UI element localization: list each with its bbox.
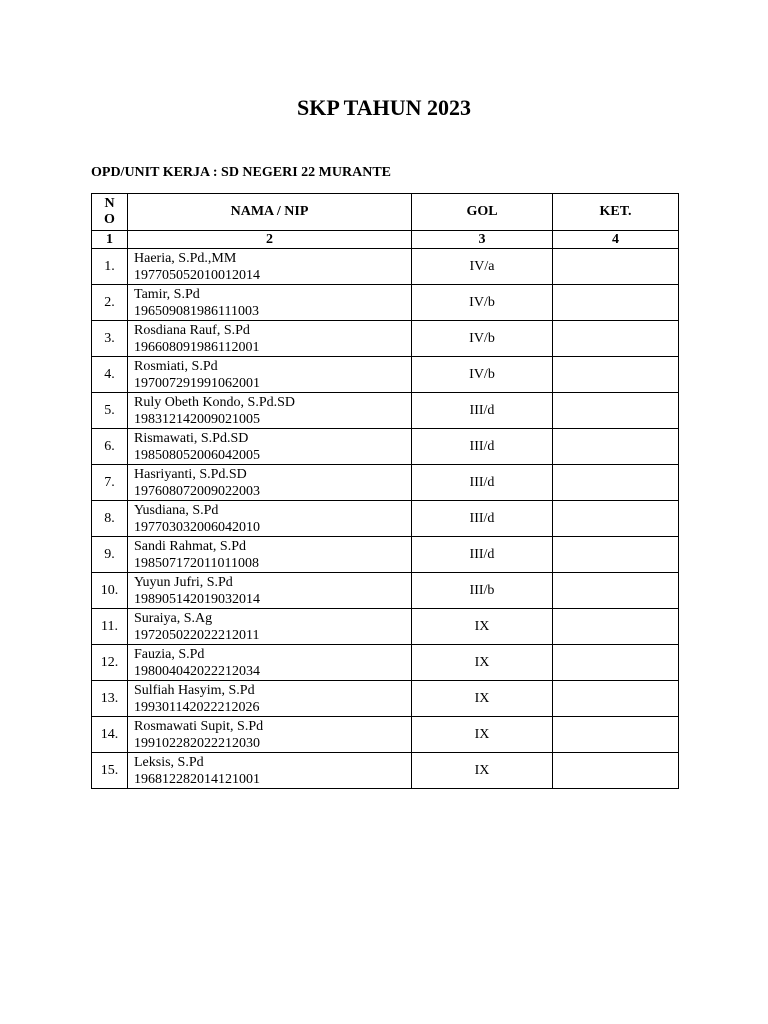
name-nip-cell	[128, 753, 412, 789]
table-row	[92, 321, 679, 357]
table-row	[92, 645, 679, 681]
remarks-cell	[553, 645, 679, 681]
name-nip-cell	[128, 681, 412, 717]
employee-nip: 196608091986112001	[134, 339, 260, 355]
row-number: 4.	[92, 357, 128, 393]
employee-nip: 199301142022212026	[134, 699, 260, 715]
employee-name: Fauzia, S.Pd	[134, 646, 205, 662]
unit-label: OPD/UNIT KERJA : SD NEGERI 22 MURANTE	[91, 165, 391, 180]
employee-nip: 197205022022212011	[134, 627, 260, 643]
name-nip-cell	[128, 393, 412, 429]
header-no-line1: N	[104, 196, 115, 211]
employee-name: Haeria, S.Pd.,MM	[134, 250, 237, 266]
column-number-row	[92, 231, 679, 249]
remarks-cell	[553, 249, 679, 285]
remarks-cell	[553, 465, 679, 501]
employee-name: Sulfiah Hasyim, S.Pd	[134, 682, 255, 698]
table-row	[92, 465, 679, 501]
name-nip-cell	[128, 573, 412, 609]
remarks-cell	[553, 681, 679, 717]
employee-name: Rosmawati Supit, S.Pd	[134, 718, 264, 734]
employee-nip: 199102282022212030	[134, 735, 260, 751]
remarks-cell	[553, 285, 679, 321]
table-row	[92, 753, 679, 789]
grade-cell: IX	[412, 681, 553, 717]
name-nip-cell	[128, 321, 412, 357]
employee-nip: 197608072009022003	[134, 483, 260, 499]
remarks-cell	[553, 501, 679, 537]
table-row	[92, 501, 679, 537]
row-number: 7.	[92, 465, 128, 501]
grade-cell: IV/b	[412, 357, 553, 393]
header-nama-nip: NAMA / NIP	[128, 194, 412, 231]
row-number: 10.	[92, 573, 128, 609]
employee-name: Yusdiana, S.Pd	[134, 502, 219, 518]
employee-nip: 196509081986111003	[134, 303, 259, 319]
row-number: 8.	[92, 501, 128, 537]
employee-name: Rosmiati, S.Pd	[134, 358, 218, 374]
row-number: 15.	[92, 753, 128, 789]
remarks-cell	[553, 321, 679, 357]
remarks-cell	[553, 609, 679, 645]
name-nip-cell	[128, 465, 412, 501]
employee-name: Rismawati, S.Pd.SD	[134, 430, 249, 446]
employee-nip: 196812282014121001	[134, 771, 260, 787]
employee-name: Ruly Obeth Kondo, S.Pd.SD	[134, 394, 296, 410]
name-nip-cell	[128, 357, 412, 393]
grade-cell: IV/b	[412, 285, 553, 321]
grade-cell: III/d	[412, 537, 553, 573]
table-body	[92, 249, 679, 789]
employee-nip: 198508052006042005	[134, 447, 260, 463]
grade-cell: IV/a	[412, 249, 553, 285]
grade-cell: IX	[412, 609, 553, 645]
employee-nip: 198312142009021005	[134, 411, 260, 427]
table-row	[92, 681, 679, 717]
employee-nip: 198004042022212034	[134, 663, 260, 679]
header-no	[92, 194, 128, 231]
name-nip-cell	[128, 285, 412, 321]
header-no-line2: O	[104, 212, 115, 227]
row-number: 5.	[92, 393, 128, 429]
column-number: 4	[553, 231, 679, 249]
header-gol: GOL	[412, 194, 553, 231]
column-number: 1	[92, 231, 128, 249]
remarks-cell	[553, 393, 679, 429]
remarks-cell	[553, 537, 679, 573]
name-nip-cell	[128, 537, 412, 573]
employee-nip: 197703032006042010	[134, 519, 260, 535]
employee-name: Suraiya, S.Ag	[134, 610, 213, 626]
row-number: 12.	[92, 645, 128, 681]
page-title: SKP TAHUN 2023	[297, 95, 471, 120]
row-number: 2.	[92, 285, 128, 321]
remarks-cell	[553, 717, 679, 753]
row-number: 6.	[92, 429, 128, 465]
employee-name: Tamir, S.Pd	[134, 286, 200, 302]
grade-cell: III/d	[412, 429, 553, 465]
row-number: 3.	[92, 321, 128, 357]
grade-cell: IX	[412, 753, 553, 789]
skp-table	[91, 193, 679, 789]
table-row	[92, 249, 679, 285]
grade-cell: IX	[412, 717, 553, 753]
employee-name: Hasriyanti, S.Pd.SD	[134, 466, 247, 482]
table-row	[92, 537, 679, 573]
name-nip-cell	[128, 429, 412, 465]
row-number: 1.	[92, 249, 128, 285]
grade-cell: IX	[412, 645, 553, 681]
table-row	[92, 717, 679, 753]
row-number: 13.	[92, 681, 128, 717]
grade-cell: IV/b	[412, 321, 553, 357]
name-nip-cell	[128, 609, 412, 645]
grade-cell: III/b	[412, 573, 553, 609]
header-ket: KET.	[553, 194, 679, 231]
remarks-cell	[553, 357, 679, 393]
table-row	[92, 573, 679, 609]
remarks-cell	[553, 573, 679, 609]
employee-nip: 198507172011011008	[134, 555, 259, 571]
remarks-cell	[553, 753, 679, 789]
row-number: 11.	[92, 609, 128, 645]
name-nip-cell	[128, 249, 412, 285]
grade-cell: III/d	[412, 393, 553, 429]
grade-cell: III/d	[412, 465, 553, 501]
table-header-row	[92, 194, 679, 231]
employee-name: Sandi Rahmat, S.Pd	[134, 538, 247, 554]
employee-name: Yuyun Jufri, S.Pd	[134, 574, 233, 590]
row-number: 14.	[92, 717, 128, 753]
name-nip-cell	[128, 717, 412, 753]
grade-cell: III/d	[412, 501, 553, 537]
table-row	[92, 609, 679, 645]
table-row	[92, 357, 679, 393]
table-row	[92, 285, 679, 321]
row-number: 9.	[92, 537, 128, 573]
column-number: 2	[128, 231, 412, 249]
name-nip-cell	[128, 501, 412, 537]
employee-nip: 197705052010012014	[134, 267, 260, 283]
employee-name: Leksis, S.Pd	[134, 754, 204, 770]
employee-name: Rosdiana Rauf, S.Pd	[134, 322, 250, 338]
employee-nip: 198905142019032014	[134, 591, 260, 607]
remarks-cell	[553, 429, 679, 465]
name-nip-cell	[128, 645, 412, 681]
table-row	[92, 429, 679, 465]
column-number: 3	[412, 231, 553, 249]
employee-nip: 197007291991062001	[134, 375, 260, 391]
table-row	[92, 393, 679, 429]
